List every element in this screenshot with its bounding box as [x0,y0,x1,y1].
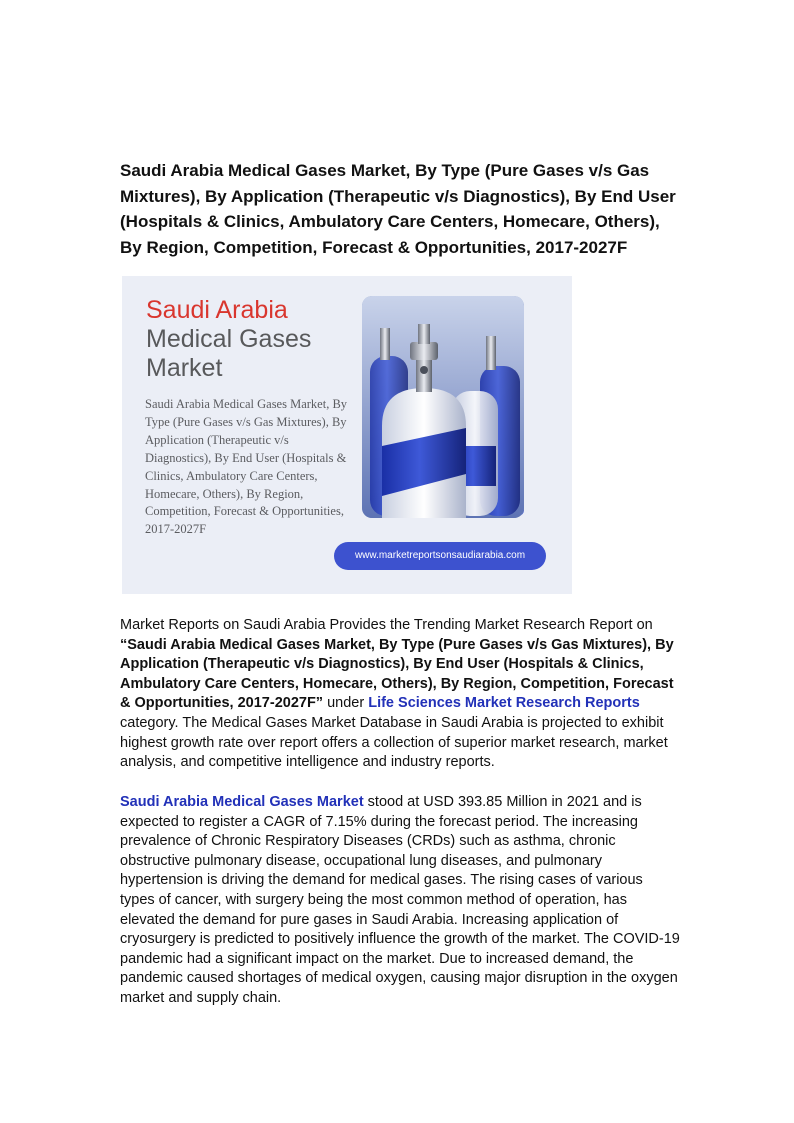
page-title: Saudi Arabia Medical Gases Market, By Type (Pure Gases v/s Gas Mixtures), By Application (Therapeutic v/s Diagnostics), By End User (Hospitals & Clinics, Ambulatory Care Centers, Homecare, Others), By Region, Competition, Forecast & Opportunities, 2017-2027F [120,161,676,257]
report-banner-image [122,276,572,594]
banner-heading-line-1: Saudi Arabia [146,296,288,324]
website-url-badge: www.marketreportsonsaudiarabia.com [334,542,546,570]
market-report-link[interactable]: Saudi Arabia Medical Gases Market [120,794,364,810]
intro-paragraph [120,616,680,773]
banner-heading-line-2: Medical Gases [146,325,312,353]
market-overview-paragraph [120,793,680,1009]
intro-rest-text: category. The Medical Gases Market Database in Saudi Arabia is projected to exhibit highest growth rate over report offers a collection of superior market research, market analysis, and competitive intelligence and industry reports. [120,714,668,771]
intro-text: Market Reports on Saudi Arabia Provides the Trending Market Research Report on [120,617,653,633]
gas-cylinders-illustration [362,296,524,518]
banner-heading [146,296,356,383]
report-title-quote: “Saudi Arabia Medical Gases Market, By Type (Pure Gases v/s Gas Mixtures), By Application (Therapeutic v/s Diagnostics), By End User (Hospitals & Clinics, Ambulatory Care Centers, Homecare, Others), By Region, Competition, Forecast & Opportunities, 2017-2027F” [120,636,674,712]
life-sciences-category-link[interactable]: Life Sciences Market Research Reports [368,695,640,712]
banner-heading-line-3: Market [146,354,223,382]
gas-cylinders-photo [362,296,524,518]
banner-subtitle: Saudi Arabia Medical Gases Market, By Type (Pure Gases v/s Gas Mixtures), By Application (Therapeutic v/s Diagnostics), By End User (Hospitals & Clinics, Ambulatory Care Centers, Homecare, Others), By Region, Competition, Forecast & Opportunities, 2017-2027F [145,397,348,537]
market-overview-text: stood at USD 393.85 Million in 2021 and is expected to register a CAGR of 7.15% during the forecast period. The increasing prevalence of Chronic Respiratory Diseases (CRDs) such as asthma, chronic obstructive pulmonary disease, occupational lung diseases, and pulmonary hypertension is driving the demand for medical gases. The rising cases of various types of cancer, with surgery being the most common method of operation, has elevated the demand for pure gases in Saudi Arabia. Increasing application of cryosurgery is predicted to positively influence the growth of the market. The COVID-19 pandemic had a significant impact on the market. Due to increased demand, the pandemic caused shortages of medical oxygen, causing major disruption in the oxygen market and supply chain. [120,794,680,1006]
under-text: under [323,695,369,712]
